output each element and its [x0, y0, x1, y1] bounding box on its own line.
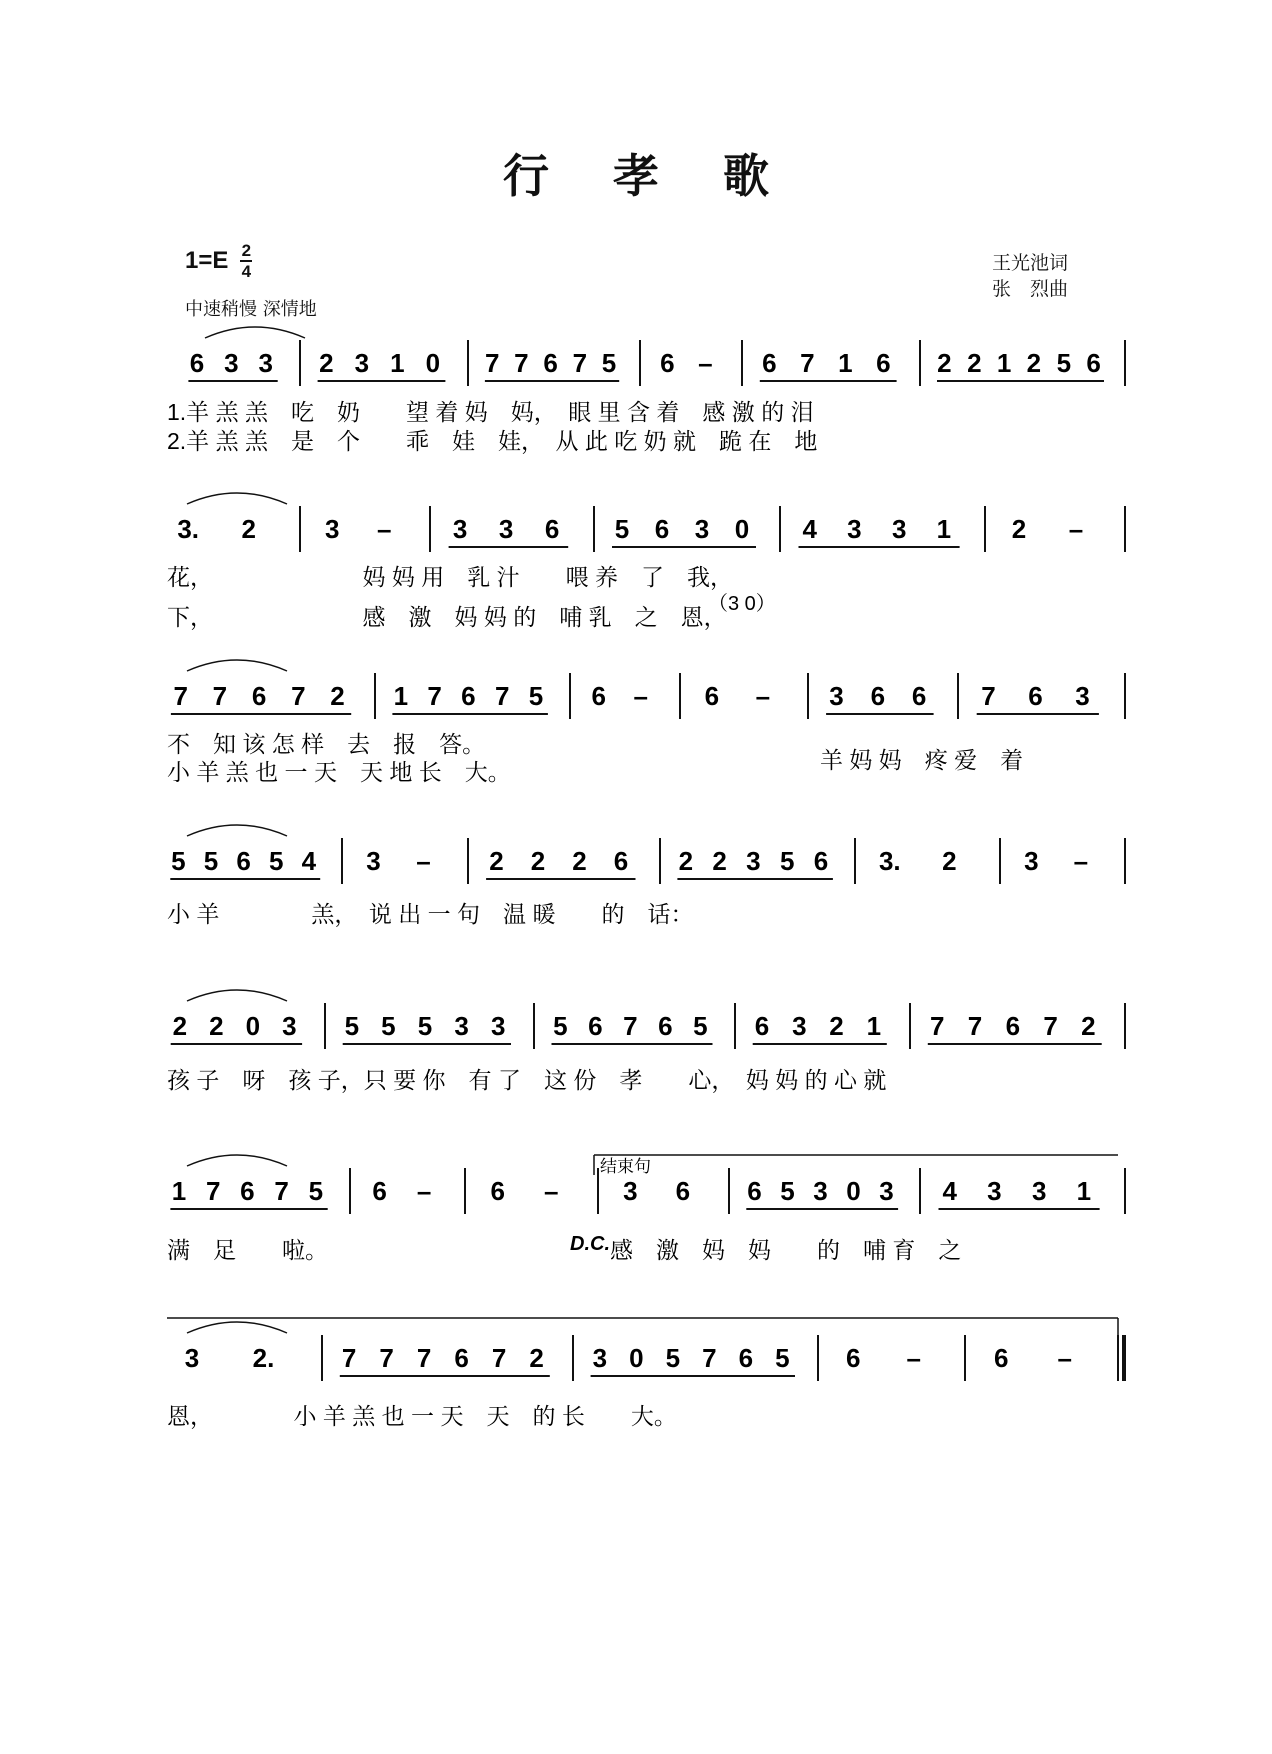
lyrics-ending: 感 激 妈 妈 的 哺 育 之	[610, 1237, 962, 1263]
note-numeral: 5	[203, 846, 219, 876]
note-numeral: 3	[746, 846, 761, 876]
note-numeral: 6	[613, 846, 629, 876]
note-numeral: 2	[712, 846, 727, 876]
note-numeral: 6	[845, 1343, 861, 1373]
note-numeral: 2	[330, 681, 345, 711]
note-numeral: –	[543, 1176, 559, 1206]
note-numeral: 1	[393, 681, 409, 711]
note-numeral: 6	[544, 514, 560, 544]
lyrics-verse-1: 孩 子 呀 孩 子，只 要 你 有 了 这 份 孝 心， 妈 妈 的 心 就	[167, 1067, 887, 1093]
note-numeral: 3	[452, 514, 468, 544]
note-numeral: 2	[678, 846, 694, 876]
note-numeral: 5	[780, 1176, 795, 1206]
slur-arc	[187, 660, 287, 671]
note-numeral: 6	[870, 681, 886, 711]
note-numeral: 1	[838, 348, 853, 378]
note-numeral: 6	[1028, 681, 1043, 711]
note-numeral: 7	[800, 348, 815, 378]
note-numeral: 3	[623, 1176, 638, 1206]
note-numeral: 1	[936, 514, 952, 544]
note-numeral: 6	[543, 348, 558, 378]
note-numeral: 3	[891, 514, 907, 544]
note-numeral: 7	[967, 1011, 983, 1041]
note-numeral: 7	[514, 348, 529, 378]
note-numeral: 3	[879, 1176, 894, 1206]
note-numeral: 3	[1031, 1176, 1047, 1206]
note-numeral: 0	[846, 1176, 861, 1206]
note-numeral: 7	[929, 1011, 945, 1041]
note-numeral: 3	[813, 1176, 828, 1206]
note-numeral: 7	[491, 1343, 507, 1373]
note-numeral: 5	[775, 1343, 790, 1373]
lyrics-verse-1: 小 羊 羔， 说 出 一 句 温 暖 的 话：	[167, 901, 694, 927]
note-numeral: 6	[762, 348, 777, 378]
note-numeral: 4	[942, 1176, 957, 1206]
note-numeral: 6	[588, 1011, 603, 1041]
note-numeral: 2	[241, 514, 256, 544]
note-numeral: 2	[530, 846, 546, 876]
note-numeral: 6	[911, 681, 927, 711]
note-numeral: 6	[993, 1343, 1009, 1373]
note-numeral: 5	[381, 1011, 396, 1041]
slur-arc	[187, 1322, 287, 1333]
song-title: 行孝歌	[503, 149, 833, 203]
note-numeral: 3	[1075, 681, 1090, 711]
note-numeral: 7	[212, 681, 228, 711]
note-numeral: 7	[484, 348, 500, 378]
note-numeral: 3.	[177, 514, 200, 544]
note-numeral: 3	[829, 681, 844, 711]
note-numeral: 5	[344, 1011, 360, 1041]
note-numeral: 2	[1081, 1011, 1096, 1041]
note-numeral: 6	[1005, 1011, 1021, 1041]
note-numeral: 4	[802, 514, 817, 544]
note-numeral: 6	[454, 1343, 469, 1373]
note-numeral: 3	[282, 1011, 297, 1041]
rest-parenthesis: （3 0）	[708, 593, 776, 615]
note-numeral: 7	[427, 681, 442, 711]
composer-credit: 张 烈曲	[992, 278, 1069, 300]
tempo-marking: 中速稍慢 深情地	[185, 299, 317, 320]
slur-arc	[205, 327, 305, 338]
note-numeral: 0	[734, 514, 750, 544]
time-bottom: 4	[241, 262, 252, 281]
note-numeral: 2	[319, 348, 334, 378]
note-numeral: 6	[1086, 348, 1101, 378]
note-numeral: 2	[572, 846, 587, 876]
note-numeral: 3.	[878, 846, 901, 876]
note-numeral: 3	[792, 1011, 807, 1041]
note-numeral: 5	[693, 1011, 708, 1041]
note-numeral: 4	[301, 846, 317, 876]
lyrics-verse-2: 下， 感 激 妈 妈 的 哺 乳 之 恩，	[167, 604, 727, 630]
lyrics-verse-2: 2.羊 羔 羔 是 个 乖 娃 娃， 从 此 吃 奶 就 跪 在 地	[167, 428, 818, 454]
note-numeral: 5	[268, 846, 284, 876]
note-numeral: 5	[601, 348, 617, 378]
note-numeral: 6	[876, 348, 891, 378]
note-numeral: 3	[324, 514, 340, 544]
note-numeral: 3	[847, 514, 862, 544]
note-numeral: 5	[665, 1343, 681, 1373]
note-numeral: 7	[379, 1343, 394, 1373]
note-numeral: 7	[494, 681, 510, 711]
note-numeral: 6	[251, 681, 267, 711]
note-numeral: 0	[245, 1011, 261, 1041]
note-numeral: –	[1057, 1343, 1072, 1373]
note-numeral: 6	[660, 348, 675, 378]
note-numeral: –	[416, 846, 431, 876]
note-numeral: 7	[205, 1176, 221, 1206]
note-numeral: 2	[209, 1011, 224, 1041]
note-numeral: 7	[173, 681, 188, 711]
note-numeral: –	[698, 348, 713, 378]
note-numeral: 7	[702, 1343, 717, 1373]
note-numeral: –	[1073, 846, 1089, 876]
note-numeral: 3	[592, 1343, 608, 1373]
note-numeral: 5	[417, 1011, 433, 1041]
note-numeral: 1	[390, 348, 405, 378]
note-numeral: –	[416, 1176, 432, 1206]
note-numeral: 1	[866, 1011, 882, 1041]
note-numeral: 7	[981, 681, 996, 711]
lyricist-credit: 王光池词	[992, 252, 1069, 274]
note-numeral: 7	[623, 1011, 638, 1041]
lyrics-refrain: 羊 妈 妈 疼 爱 着	[820, 747, 1024, 773]
lyrics-verse-2: 小 羊 羔 也 一 天 天 地 长 大。	[167, 759, 511, 785]
note-numeral: 6	[747, 1176, 762, 1206]
note-numeral: 6	[240, 1176, 255, 1206]
note-numeral: 3	[490, 1011, 506, 1041]
note-numeral: 6	[754, 1011, 770, 1041]
note-numeral: –	[755, 681, 771, 711]
note-numeral: 2	[172, 1011, 188, 1041]
note-numeral: –	[633, 681, 648, 711]
note-numeral: 5	[171, 846, 186, 876]
note-numeral: 1	[996, 348, 1012, 378]
note-numeral: 3	[454, 1011, 469, 1041]
note-numeral: 5	[528, 681, 544, 711]
note-numeral: 2	[829, 1011, 844, 1041]
note-numeral: 6	[372, 1176, 387, 1206]
note-numeral: 3	[224, 348, 239, 378]
note-numeral: 0	[629, 1343, 644, 1373]
note-numeral: 2	[529, 1343, 544, 1373]
note-numeral: 2	[937, 348, 952, 378]
slur-arc	[187, 990, 287, 1001]
note-numeral: 5	[1056, 348, 1072, 378]
note-numeral: 7	[341, 1343, 357, 1373]
note-numeral: 2	[489, 846, 504, 876]
note-numeral: 3	[258, 348, 273, 378]
note-numeral: 2	[1011, 514, 1027, 544]
lyrics-verse-1: 恩， 小 羊 羔 也 一 天 天 的 长 大。	[167, 1403, 677, 1429]
note-numeral: 5	[553, 1011, 568, 1041]
note-numeral: 3	[354, 348, 370, 378]
note-numeral: 5	[308, 1176, 324, 1206]
note-numeral: 1	[1076, 1176, 1092, 1206]
note-numeral: 6	[591, 681, 606, 711]
note-numeral: 2	[942, 846, 957, 876]
note-numeral: 5	[779, 846, 795, 876]
note-numeral: 7	[1043, 1011, 1058, 1041]
end-phrase-label: 结束句	[600, 1157, 651, 1176]
note-numeral: 6	[490, 1176, 505, 1206]
note-numeral: 6	[189, 348, 205, 378]
slur-arc	[187, 825, 287, 836]
note-numeral: 6	[738, 1343, 754, 1373]
note-numeral: 6	[813, 846, 829, 876]
note-numeral: 3	[1024, 846, 1039, 876]
note-numeral: 2.	[252, 1343, 275, 1373]
note-numeral: 3	[987, 1176, 1002, 1206]
note-numeral: 1	[171, 1176, 187, 1206]
note-numeral: –	[906, 1343, 921, 1373]
note-numeral: 6	[461, 681, 476, 711]
da-capo-marking: D.C.	[570, 1233, 610, 1255]
note-numeral: 6	[675, 1176, 691, 1206]
note-numeral: 6	[236, 846, 251, 876]
note-numeral: 3	[694, 514, 710, 544]
slur-arc	[187, 1155, 287, 1166]
note-numeral: 2	[967, 348, 982, 378]
slur-arc	[187, 493, 287, 504]
note-numeral: 6	[658, 1011, 673, 1041]
note-numeral: –	[1068, 514, 1084, 544]
note-numeral: 6	[704, 681, 720, 711]
note-numeral: 5	[614, 514, 630, 544]
note-numeral: 3	[498, 514, 514, 544]
note-numeral: 2	[1026, 348, 1042, 378]
lyrics-verse-1: 满 足 啦。	[167, 1237, 328, 1263]
key-signature: 1=E	[185, 247, 229, 274]
lyrics-verse-1: 不 知 该 怎 样 去 报 答。	[167, 731, 486, 757]
note-numeral: 7	[274, 1176, 289, 1206]
note-numeral: 0	[425, 348, 441, 378]
note-numeral: 3	[366, 846, 381, 876]
note-numeral: 7	[291, 681, 306, 711]
lyrics-verse-1: 1.羊 羔 羔 吃 奶 望 着 妈 妈， 眼 里 含 着 感 激 的 泪	[167, 399, 814, 425]
lyrics-verse-1: 花， 妈 妈 用 乳 汁 喂 养 了 我，	[167, 564, 734, 590]
time-top: 2	[241, 241, 252, 260]
note-numeral: –	[376, 514, 392, 544]
note-numeral: 3	[184, 1343, 200, 1373]
note-numeral: 7	[416, 1343, 432, 1373]
note-numeral: 6	[654, 514, 670, 544]
note-numeral: 7	[572, 348, 588, 378]
